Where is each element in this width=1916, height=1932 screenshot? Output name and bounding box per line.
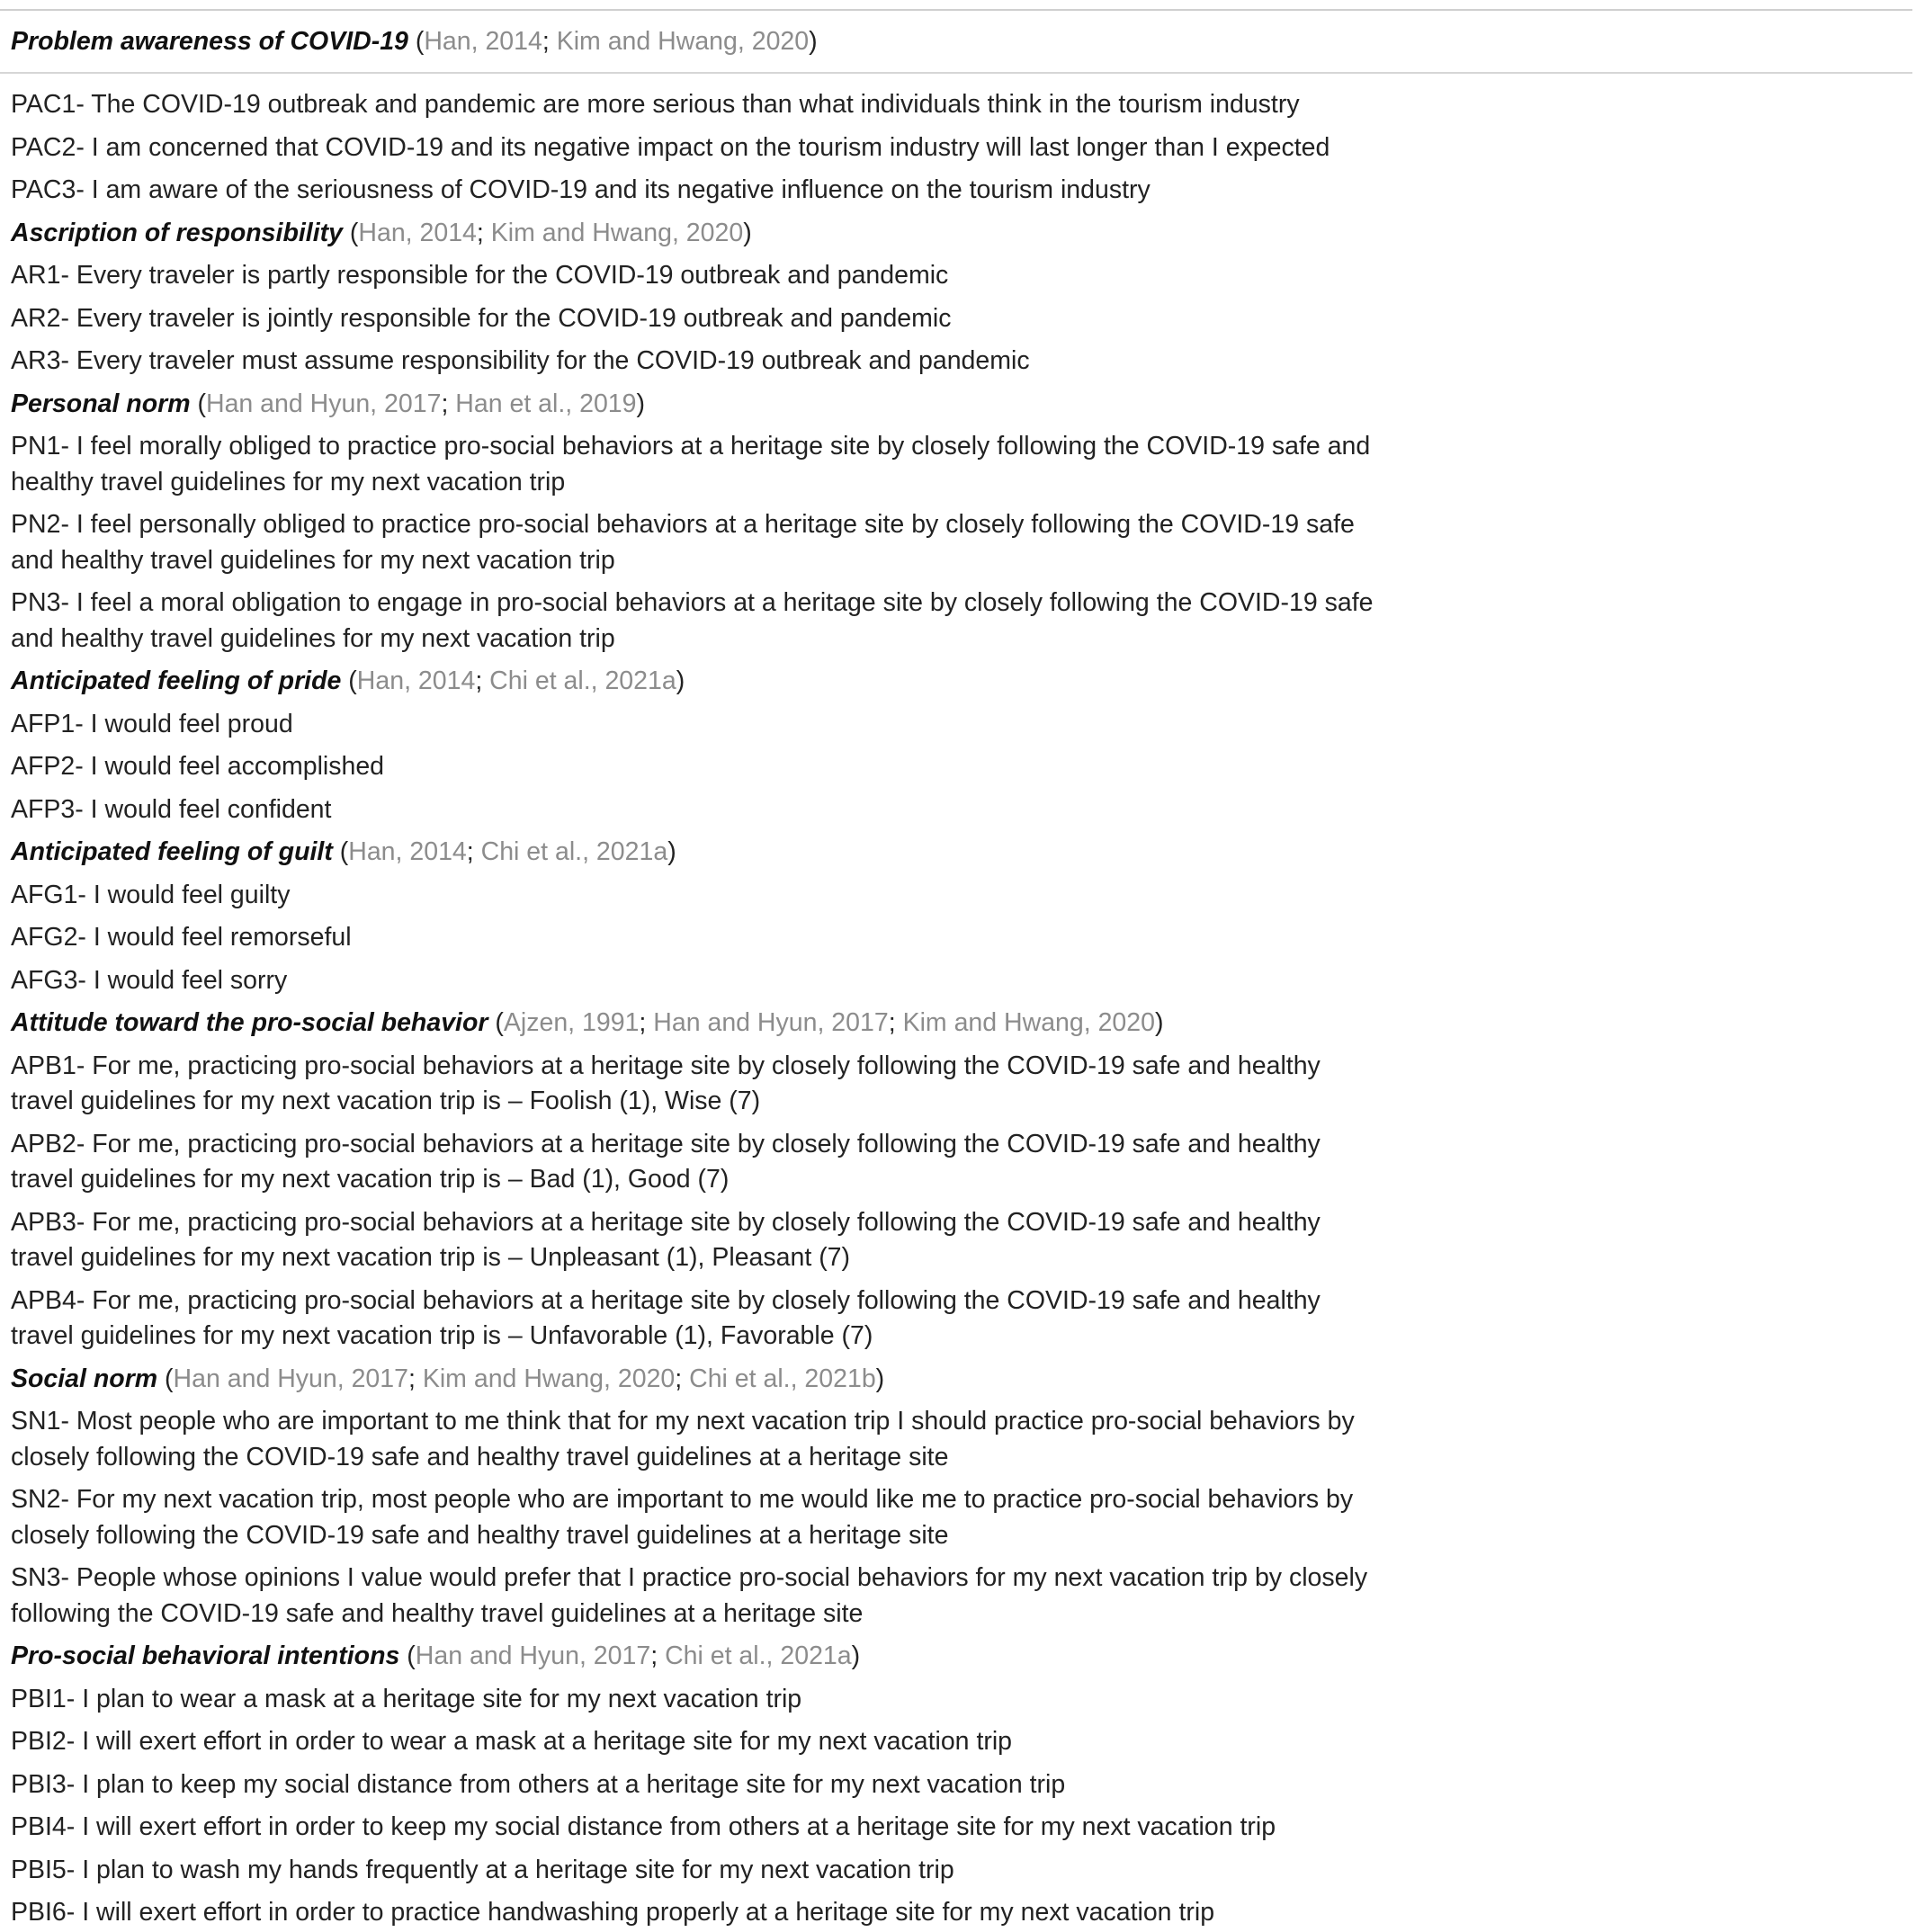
reference-link: Chi et al., 2021a bbox=[665, 1641, 852, 1670]
ref-separator: ; bbox=[675, 1364, 690, 1393]
construct-heading bbox=[11, 387, 1374, 423]
open-paren: ( bbox=[341, 666, 357, 695]
reference-link: Han et al., 2019 bbox=[455, 389, 637, 418]
construct-heading bbox=[11, 664, 1374, 700]
measurement-item: PBI2- I will exert effort in order to wear a mask at a heritage site for my next vacation trip bbox=[11, 1727, 1013, 1756]
construct-title: Problem awareness of COVID-19 bbox=[11, 27, 408, 56]
ref-separator: ; bbox=[639, 1008, 654, 1037]
close-paren: ) bbox=[636, 389, 646, 418]
measurement-item: AFG3- I would feel sorry bbox=[11, 965, 288, 995]
reference-link: Han, 2014 bbox=[356, 666, 476, 695]
construct-heading bbox=[11, 1639, 1374, 1675]
construct-title: Attitude toward the pro-social behavior bbox=[11, 1008, 488, 1037]
ref-separator: ; bbox=[476, 218, 491, 247]
close-paren: ) bbox=[743, 218, 752, 247]
measurement-item: APB4- For me, practicing pro-social behaviors at a heritage site by closely following the COVID-19 safe and healthy travel guidelines for my next vacation trip is – Unfavorable (1), Favorable (7) bbox=[11, 1285, 1321, 1350]
measurement-item: SN1- Most people who are important to me think that for my next vacation trip I should practice pro-social behaviors by closely following the COVID-19 safe and healthy travel guidelines at a heritage site bbox=[11, 1407, 1355, 1471]
reference-link: Han, 2014 bbox=[424, 27, 542, 56]
reference-link: Han and Hyun, 2017 bbox=[415, 1641, 651, 1670]
measurement-item: APB2- For me, practicing pro-social behaviors at a heritage site by closely following the COVID-19 safe and healthy travel guidelines for my next vacation trip is – Bad (1), Good (7) bbox=[11, 1129, 1321, 1194]
measurement-item: AFP1- I would feel proud bbox=[11, 709, 293, 738]
open-paren: ( bbox=[407, 27, 425, 56]
reference-link: Ajzen, 1991 bbox=[503, 1008, 640, 1037]
open-paren: ( bbox=[190, 389, 206, 418]
construct-heading bbox=[11, 24, 1374, 60]
construct-heading bbox=[11, 216, 1374, 252]
reference-link: Chi et al., 2021a bbox=[480, 837, 668, 866]
measurement-item: PN2- I feel personally obliged to practice pro-social behaviors at a heritage site by closely following the COVID-19 safe and healthy travel guidelines for my next vacation trip bbox=[11, 510, 1355, 575]
reference-link: Kim and Hwang, 2020 bbox=[556, 27, 810, 56]
measurement-item: PBI5- I plan to wash my hands frequently at a heritage site for my next vacation trip bbox=[11, 1855, 954, 1884]
open-paren: ( bbox=[488, 1008, 504, 1037]
open-paren: ( bbox=[157, 1364, 174, 1393]
measurement-item: PAC1- The COVID-19 outbreak and pandemic are more serious than what individuals think in the tourism industry bbox=[11, 90, 1300, 119]
construct-title: Anticipated feeling of guilt bbox=[11, 837, 333, 866]
close-paren: ) bbox=[875, 1364, 885, 1393]
ref-separator: ; bbox=[542, 27, 557, 56]
measurement-item: PBI4- I will exert effort in order to keep my social distance from others at a heritage site for my next vacation trip bbox=[11, 1812, 1276, 1841]
measurement-item: AFG1- I would feel guilty bbox=[11, 880, 291, 909]
construct-title: Anticipated feeling of pride bbox=[11, 666, 342, 695]
construct-title: Personal norm bbox=[11, 389, 191, 418]
measurement-item: APB3- For me, practicing pro-social behaviors at a heritage site by closely following the COVID-19 safe and healthy travel guidelines for my next vacation trip is – Unpleasant (1), Pleasant (7) bbox=[11, 1207, 1321, 1272]
reference-link: Han, 2014 bbox=[358, 218, 477, 247]
measurement-item: SN3- People whose opinions I value would prefer that I practice pro-social behaviors for my next vacation trip by closely following the COVID-19 safe and healthy travel guidelines at a heritage site bbox=[11, 1563, 1368, 1628]
measurement-item: PN3- I feel a moral obligation to engage in pro-social behaviors at a heritage site by closely following the COVID-19 safe and healthy travel guidelines for my next vacation trip bbox=[11, 588, 1374, 653]
close-paren: ) bbox=[1154, 1008, 1164, 1037]
open-paren: ( bbox=[342, 218, 359, 247]
measurement-item: PBI1- I plan to wear a mask at a heritage site for my next vacation trip bbox=[11, 1684, 802, 1713]
reference-link: Han and Hyun, 2017 bbox=[653, 1008, 889, 1037]
measurement-item: PAC3- I am aware of the seriousness of COVID-19 and its negative influence on the tourism industry bbox=[11, 175, 1150, 204]
measurement-item: AR2- Every traveler is jointly responsible for the COVID-19 outbreak and pandemic bbox=[11, 303, 952, 333]
measurement-item: AFG2- I would feel remorseful bbox=[11, 923, 352, 952]
reference-link: Kim and Hwang, 2020 bbox=[422, 1364, 676, 1393]
reference-link: Kim and Hwang, 2020 bbox=[902, 1008, 1155, 1037]
reference-link: Chi et al., 2021b bbox=[689, 1364, 876, 1393]
construct-title: Social norm bbox=[11, 1364, 158, 1393]
construct-heading bbox=[11, 1006, 1374, 1042]
table-header-rule bbox=[0, 72, 1912, 74]
construct-heading bbox=[11, 835, 1374, 871]
measurement-item: PN1- I feel morally obliged to practice pro-social behaviors at a heritage site by closely following the COVID-19 safe and healthy travel guidelines for my next vacation trip bbox=[11, 432, 1371, 496]
measurement-item: PBI3- I plan to keep my social distance from others at a heritage site for my next vacation trip bbox=[11, 1769, 1066, 1799]
ref-separator: ; bbox=[888, 1008, 903, 1037]
measurement-item: AR3- Every traveler must assume responsibility for the COVID-19 outbreak and pandemic bbox=[11, 346, 1030, 375]
ref-separator: ; bbox=[475, 666, 490, 695]
reference-link: Han and Hyun, 2017 bbox=[173, 1364, 408, 1393]
measurement-item: SN2- For my next vacation trip, most people who are important to me would like me to practice pro-social behaviors by closely following the COVID-19 safe and healthy travel guidelines at a heritage site bbox=[11, 1485, 1354, 1550]
measurement-item: AR1- Every traveler is partly responsible for the COVID-19 outbreak and pandemic bbox=[11, 261, 949, 290]
measurement-item: AFP3- I would feel confident bbox=[11, 794, 332, 824]
ref-separator: ; bbox=[408, 1364, 423, 1393]
close-paren: ) bbox=[667, 837, 676, 866]
close-paren: ) bbox=[676, 666, 685, 695]
ref-separator: ; bbox=[441, 389, 456, 418]
construct-heading bbox=[11, 1362, 1374, 1398]
reference-link: Chi et al., 2021a bbox=[489, 666, 676, 695]
table-top-rule bbox=[0, 9, 1912, 11]
close-paren: ) bbox=[851, 1641, 861, 1670]
construct-title: Pro-social behavioral intentions bbox=[11, 1641, 400, 1670]
reference-link: Han, 2014 bbox=[348, 837, 467, 866]
ref-separator: ; bbox=[650, 1641, 666, 1670]
close-paren: ) bbox=[809, 27, 818, 56]
measurement-item: APB1- For me, practicing pro-social behaviors at a heritage site by closely following the COVID-19 safe and healthy travel guidelines for my next vacation trip is – Foolish (1), Wise (7) bbox=[11, 1051, 1321, 1115]
reference-link: Kim and Hwang, 2020 bbox=[490, 218, 744, 247]
open-paren: ( bbox=[332, 837, 349, 866]
measurement-item: PAC2- I am concerned that COVID-19 and its negative impact on the tourism industry will last longer than I expected bbox=[11, 132, 1330, 162]
measurement-item: AFP2- I would feel accomplished bbox=[11, 752, 385, 781]
measurement-item: PBI6- I will exert effort in order to practice handwashing properly at a heritage site for my next vacation trip bbox=[11, 1898, 1215, 1927]
open-paren: ( bbox=[399, 1641, 416, 1670]
ref-separator: ; bbox=[466, 837, 481, 866]
reference-link: Han and Hyun, 2017 bbox=[205, 389, 442, 418]
construct-title: Ascription of responsibility bbox=[11, 218, 343, 247]
